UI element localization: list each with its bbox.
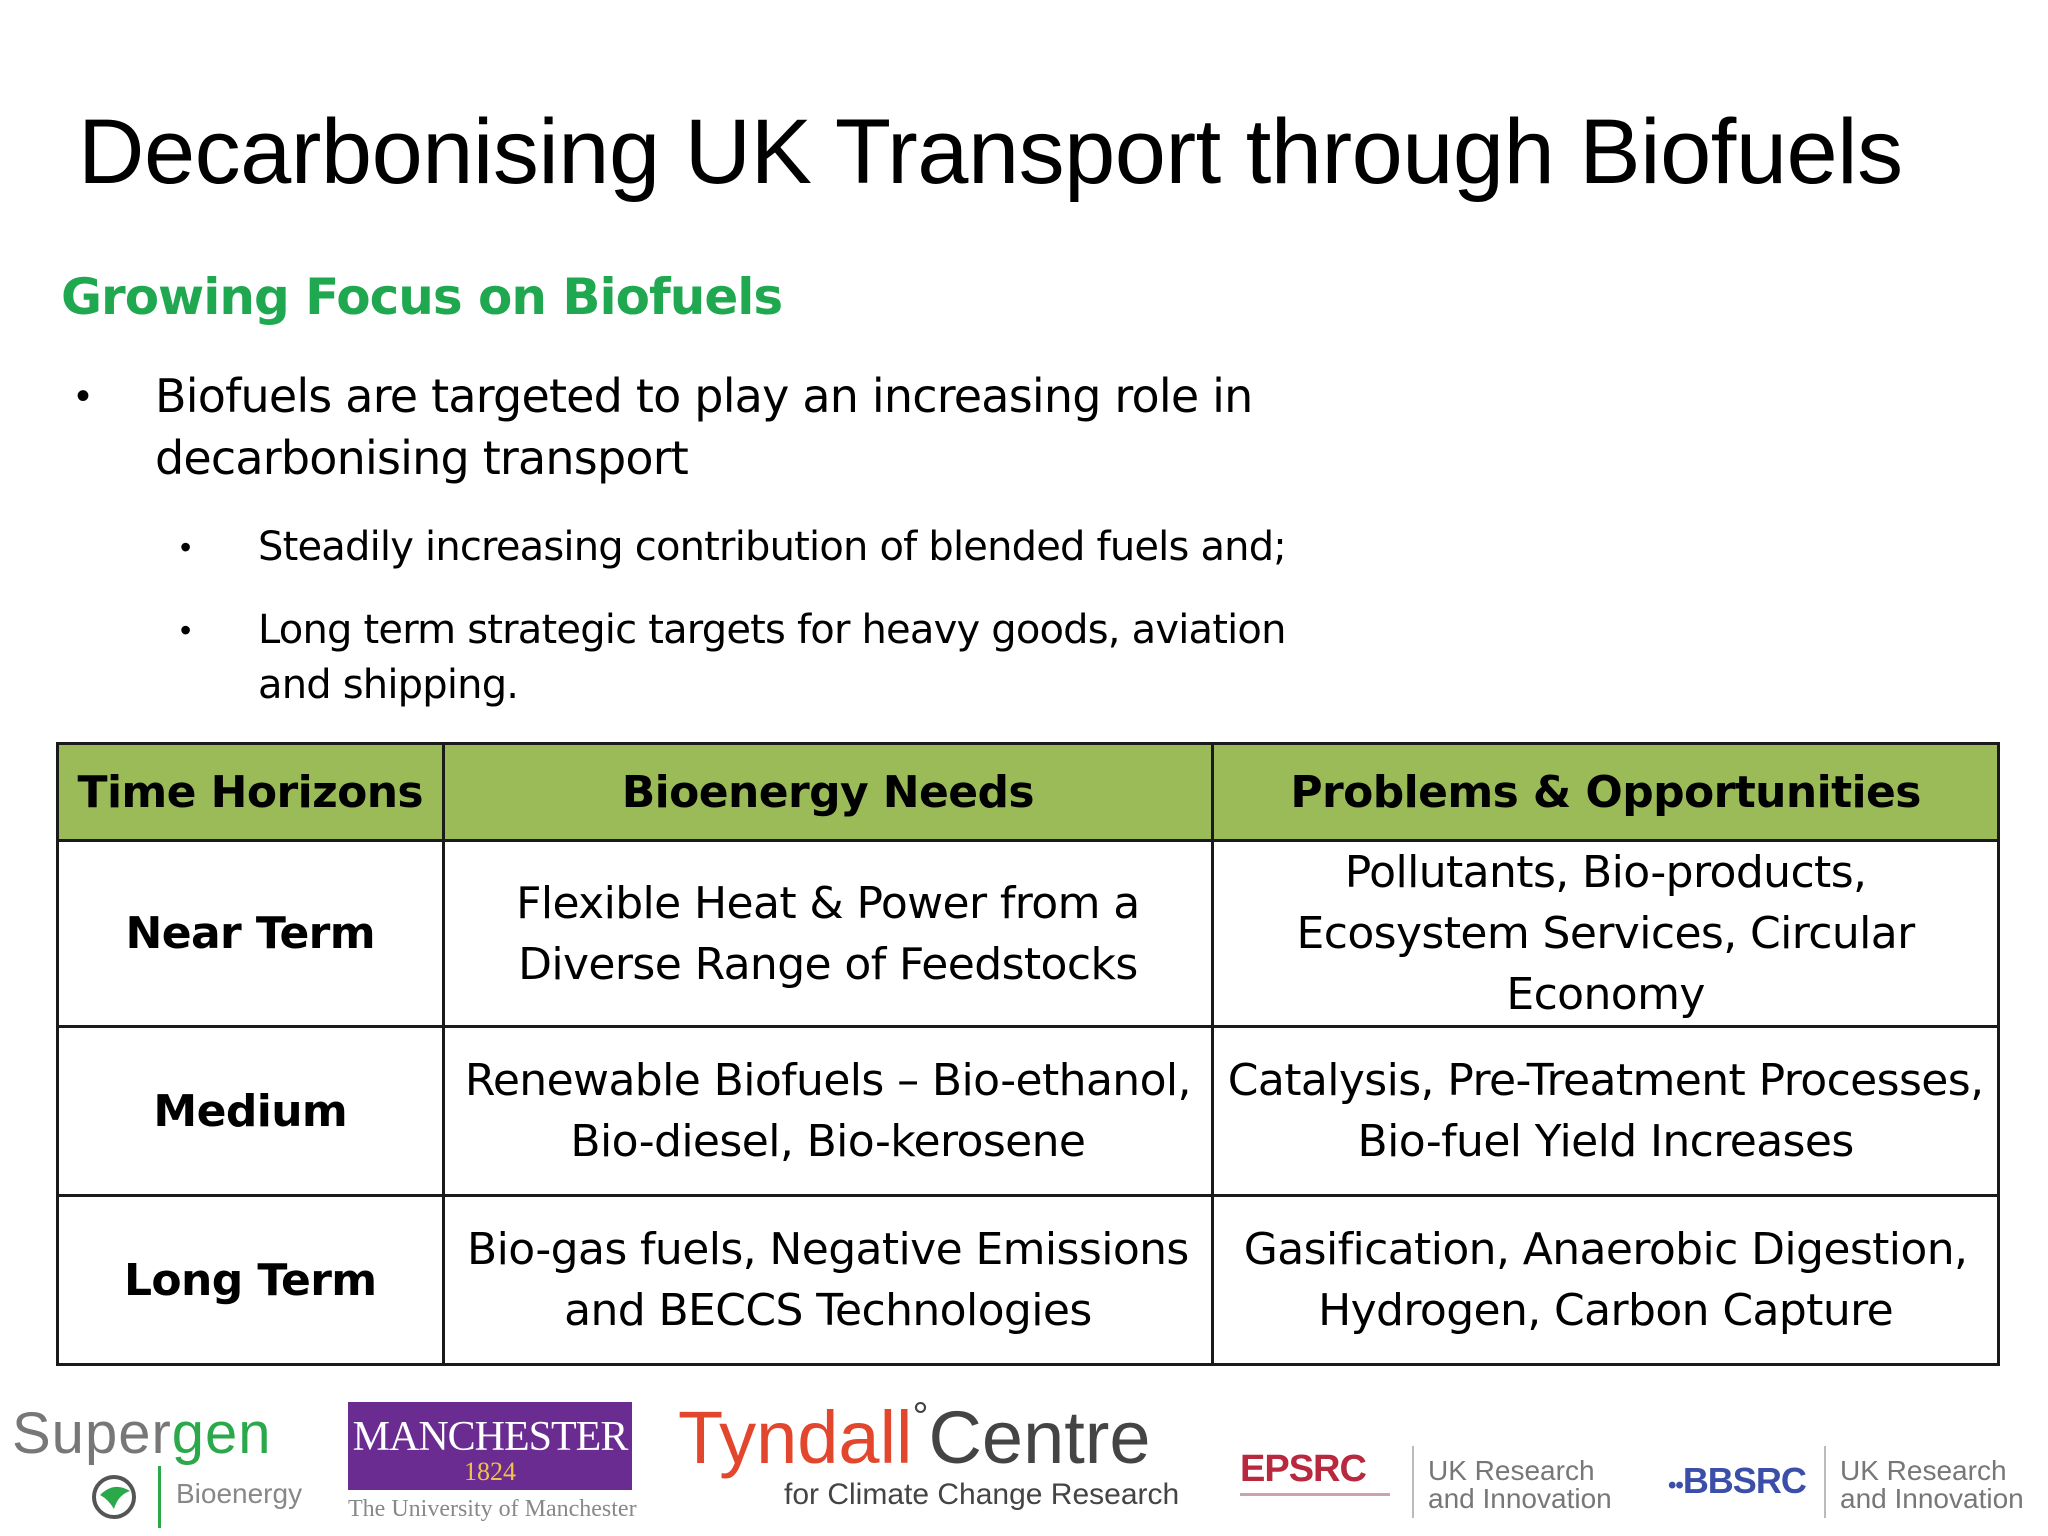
- time-horizons-table: [56, 742, 2000, 1366]
- sub-bullet-glyph: •: [180, 612, 192, 648]
- ukri-line: and Innovation: [1428, 1483, 1612, 1514]
- supergen-wordmark: [12, 1400, 272, 1467]
- sub-bullet-text: Long term strategic targets for heavy goods, aviation and shipping.: [258, 607, 1286, 708]
- table-cell: Bio-gas fuels, Negative Emissions and BECCS Technologies: [443, 1196, 1213, 1365]
- column-header: Problems & Opportunities: [1213, 744, 1999, 841]
- tyndall-word-b: Centre: [928, 1396, 1151, 1479]
- table-row: [58, 1027, 1999, 1196]
- divider: [1824, 1446, 1826, 1518]
- table-row: [58, 1196, 1999, 1365]
- tyndall-subtitle: for Climate Change Research: [784, 1478, 1180, 1511]
- table-cell: Renewable Biofuels – Bio-ethanol, Bio-diesel, Bio-kerosene: [443, 1027, 1213, 1196]
- manchester-year: 1824: [464, 1457, 516, 1486]
- tyndall-word-a: Tyndall: [678, 1396, 913, 1479]
- manchester-badge: [348, 1402, 632, 1490]
- ukri-text: [1428, 1457, 1612, 1513]
- bbsrc-word: BBSRC: [1682, 1460, 1806, 1501]
- page-title: Decarbonising UK Transport through Biofuels: [78, 101, 1903, 203]
- divider: [1240, 1493, 1390, 1496]
- table-cell: Catalysis, Pre-Treatment Processes, Bio-fuel Yield Increases: [1213, 1027, 1999, 1196]
- manchester-subtitle: The University of Manchester: [348, 1496, 637, 1522]
- row-header: Near Term: [58, 841, 444, 1027]
- table-cell: Flexible Heat & Power from a Diverse Range of Feedstocks: [443, 841, 1213, 1027]
- table-row: [58, 841, 1999, 1027]
- sub-bullet-glyph: •: [180, 529, 192, 565]
- bullet-main-text: Biofuels are targeted to play an increasing role in decarbonising transport: [155, 369, 1253, 485]
- divider: [1412, 1446, 1414, 1518]
- bullet-glyph: •: [76, 374, 91, 418]
- swirl-icon: [90, 1473, 138, 1521]
- column-header: Bioenergy Needs: [443, 744, 1213, 841]
- divider: [158, 1466, 161, 1528]
- bbsrc-dots: ••: [1668, 1472, 1683, 1499]
- supergen-subtitle: Bioenergy: [176, 1478, 303, 1509]
- ukri-text: [1840, 1457, 2024, 1513]
- table-header-row: [58, 744, 1999, 841]
- supergen-word-a: Super: [12, 1401, 172, 1466]
- ukri-line: UK Research: [1840, 1455, 2007, 1486]
- supergen-word-b: gen: [171, 1401, 272, 1466]
- table-cell: Gasification, Anaerobic Digestion, Hydrogen, Carbon Capture: [1213, 1196, 1999, 1365]
- section-subtitle: Growing Focus on Biofuels: [61, 268, 783, 326]
- table-cell: Pollutants, Bio-products, Ecosystem Services, Circular Economy: [1213, 841, 1999, 1027]
- row-header: Medium: [58, 1027, 444, 1196]
- ukri-line: and Innovation: [1840, 1483, 2024, 1514]
- bbsrc-wordmark: [1668, 1460, 1806, 1502]
- column-header: Time Horizons: [58, 744, 444, 841]
- tyndall-wordmark: [678, 1395, 1151, 1480]
- manchester-name: MANCHESTER: [352, 1414, 628, 1460]
- epsrc-wordmark: EPSRC: [1240, 1448, 1366, 1490]
- ukri-line: UK Research: [1428, 1455, 1595, 1486]
- sub-bullet-text: Steadily increasing contribution of blended fuels and;: [258, 524, 1286, 570]
- tyndall-degree: °: [912, 1395, 929, 1439]
- row-header: Long Term: [58, 1196, 444, 1365]
